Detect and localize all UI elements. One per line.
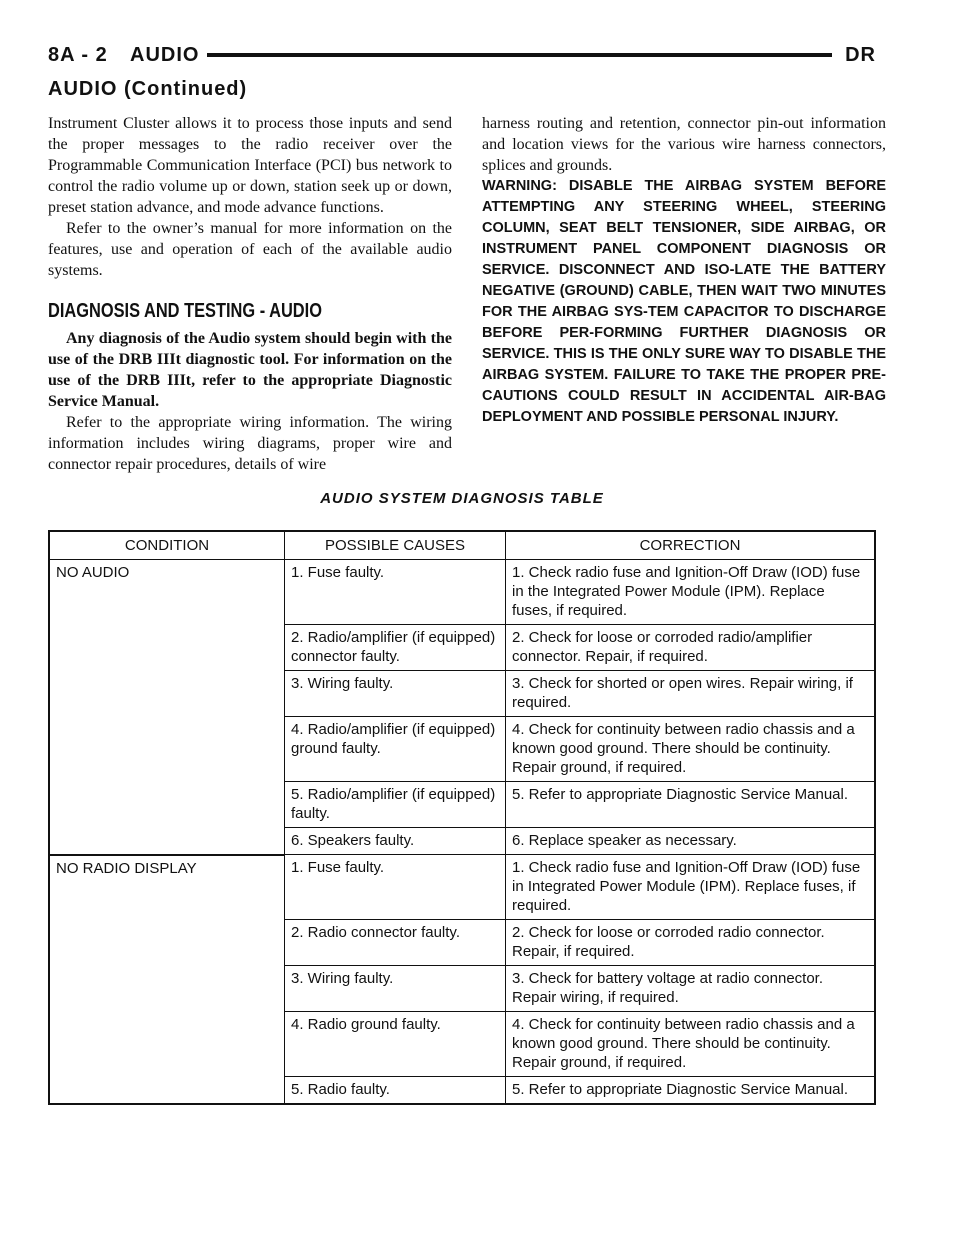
- correction-cell: 3. Check for battery voltage at radio connector. Repair wiring, if required.: [506, 966, 876, 1012]
- header-section-title: AUDIO: [130, 44, 207, 67]
- header-model-code: DR: [835, 44, 876, 67]
- correction-cell: 3. Check for shorted or open wires. Repair wiring, if required.: [506, 671, 876, 717]
- cause-cell: 2. Radio/amplifier (if equipped) connector faulty.: [285, 625, 506, 671]
- continued-heading: AUDIO (Continued): [48, 78, 248, 100]
- correction-cell: 2. Check for loose or corroded radio connector. Repair, if required.: [506, 920, 876, 966]
- right-column: [482, 113, 886, 428]
- page-header: [48, 44, 876, 78]
- left-paragraph-2: Refer to the owner’s manual for more information on the features, use and operation of each of the available audio systems.: [48, 220, 452, 279]
- diagnosis-table: [48, 530, 876, 1105]
- left-paragraph-1: Instrument Cluster allows it to process those inputs and send the proper messages to the radio receiver over the Programmable Communication Interface (PCI) bus network to control the radio volume up or down, station seek up or down, preset station advance, and mode advance functions.: [48, 115, 452, 216]
- wiring-info-paragraph: Refer to the appropriate wiring information. The wiring information includes wiring diagrams, proper wire and connector repair procedures, details of wire: [48, 414, 452, 473]
- table-row: [49, 560, 875, 625]
- left-column: [48, 113, 452, 475]
- cause-cell: 6. Speakers faulty.: [285, 828, 506, 855]
- correction-cell: 5. Refer to appropriate Diagnostic Service Manual.: [506, 1077, 876, 1105]
- condition-cell: NO RADIO DISPLAY: [49, 855, 285, 1105]
- table-title: AUDIO SYSTEM DIAGNOSIS TABLE: [320, 490, 604, 507]
- cause-cell: 5. Radio/amplifier (if equipped) faulty.: [285, 782, 506, 828]
- table-header-row: [49, 531, 875, 560]
- cause-cell: 1. Fuse faulty.: [285, 560, 506, 625]
- cause-cell: 2. Radio connector faulty.: [285, 920, 506, 966]
- correction-cell: 4. Check for continuity between radio chassis and a known good ground. There should be continuity. Repair ground, if required.: [506, 717, 876, 782]
- correction-cell: 5. Refer to appropriate Diagnostic Service Manual.: [506, 782, 876, 828]
- cause-cell: 3. Wiring faulty.: [285, 966, 506, 1012]
- airbag-warning: WARNING: DISABLE THE AIRBAG SYSTEM BEFORE ATTEMPTING ANY STEERING WHEEL, STEERING COLUMN, SEAT BELT TENSIONER, SIDE AIRBAG, OR INSTRUMENT PANEL COMPONENT DIAGNOSIS OR SERVICE. DISCONNECT AND ISO-LATE THE BATTERY NEGATIVE (GROUND) CABLE, THEN WAIT TWO MINUTES FOR THE AIRBAG SYS-TEM CAPACITOR TO DISCHARGE BEFORE PER-FORMING FURTHER DIAGNOSIS OR SERVICE. THIS IS THE ONLY SURE WAY TO DISABLE THE AIRBAG SYSTEM. FAILURE TO TAKE THE PROPER PRE-CAUTIONS COULD RESULT IN ACCIDENTAL AIR-BAG DEPLOYMENT AND POSSIBLE PERSONAL INJURY.: [482, 178, 886, 425]
- diagnostic-tool-paragraph: Any diagnosis of the Audio system should begin with the use of the DRB IIIt diagnostic tool. For information on the use of the DRB IIIt, refer to the appropriate Diagnostic Service Manual.: [48, 330, 452, 410]
- correction-cell: 2. Check for loose or corroded radio/amplifier connector. Repair, if required.: [506, 625, 876, 671]
- cause-cell: 4. Radio ground faulty.: [285, 1012, 506, 1077]
- column-header-condition: CONDITION: [49, 531, 285, 560]
- cause-cell: 5. Radio faulty.: [285, 1077, 506, 1105]
- cause-cell: 4. Radio/amplifier (if equipped) ground faulty.: [285, 717, 506, 782]
- table-row: [49, 855, 875, 920]
- condition-cell: NO AUDIO: [49, 560, 285, 855]
- correction-cell: 1. Check radio fuse and Ignition-Off Draw (IOD) fuse in the Integrated Power Module (IPM). Replace fuses, if required.: [506, 560, 876, 625]
- cause-cell: 1. Fuse faulty.: [285, 855, 506, 920]
- header-rule: [198, 53, 832, 57]
- correction-cell: 4. Check for continuity between radio chassis and a known good ground. There should be continuity. Repair ground, if required.: [506, 1012, 876, 1077]
- section-heading: DIAGNOSIS AND TESTING - AUDIO: [48, 300, 322, 322]
- column-header-causes: POSSIBLE CAUSES: [285, 531, 506, 560]
- page-number: 8A - 2: [48, 44, 108, 66]
- correction-cell: 1. Check radio fuse and Ignition-Off Draw (IOD) fuse in Integrated Power Module (IPM). Replace fuses, if required.: [506, 855, 876, 920]
- correction-cell: 6. Replace speaker as necessary.: [506, 828, 876, 855]
- cause-cell: 3. Wiring faulty.: [285, 671, 506, 717]
- column-header-correction: CORRECTION: [506, 531, 876, 560]
- right-paragraph-1: harness routing and retention, connector pin-out information and location views for the various wire harness connectors, splices and grounds.: [482, 115, 886, 174]
